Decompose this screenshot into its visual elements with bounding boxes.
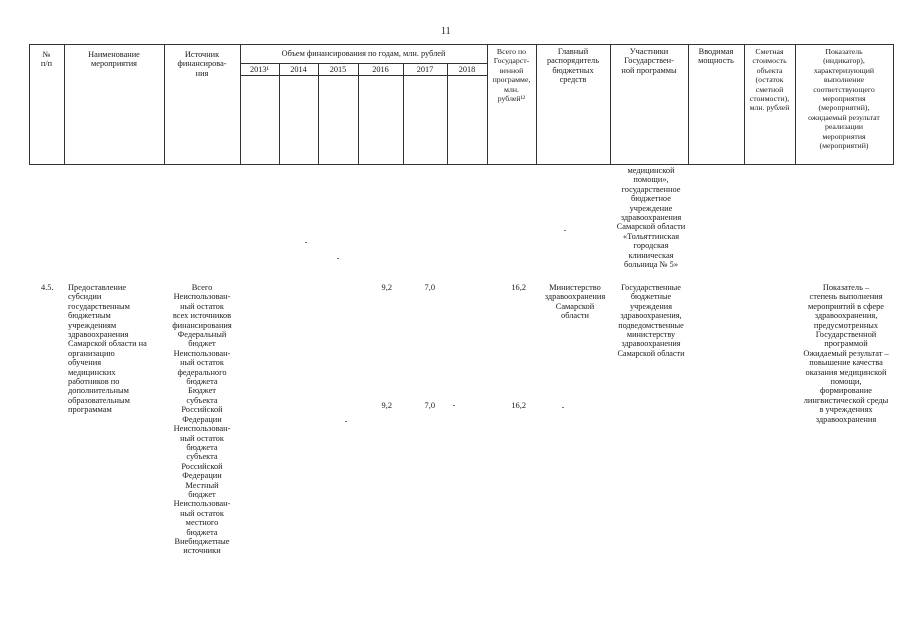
scan-dot — [453, 405, 455, 406]
scan-dot — [564, 230, 566, 231]
row-manager: Министерство здравоохранения Самарской области — [544, 283, 606, 321]
value-total-2017: 7,0 — [424, 283, 435, 292]
scan-dot — [305, 242, 307, 243]
header-year-2015: 2015 — [329, 65, 347, 74]
scan-dot — [562, 407, 564, 408]
row-indicator: Показатель – степень выполнения мероприятий в сфере здравоохранения, предусмотренных Государственной программой Ожидаемый результат – повышение качества оказания медицинской помощи, формирование лингвистической среды в учреждениях здравоохранения — [803, 283, 889, 424]
header-year-2018: 2018 — [458, 65, 476, 74]
carryover-participants: медицинской помощи», государственное бюджетное учреждение здравоохранения Самарской области «Тольяттинская городская клиническая больница № 5» — [616, 166, 686, 270]
row-sources: Всего Неиспользован- ный остаток всех источников финансирования Федеральный бюджет Неиспользован- ный остаток федерального бюджета Бюджет субъекта Российской Федерации Неиспользован- ный остаток бюджета субъекта Российской Федерации Местный бюджет Неиспользован- ный остаток местного бюджета Внебюджетные источники — [172, 283, 232, 556]
scan-dot — [337, 258, 339, 259]
value-regional-sum: 16,2 — [511, 401, 526, 410]
header-number: № п/п — [40, 50, 53, 69]
row-name: Предоставление субсидии государственным бюджетным учреждениям здравоохранения Самарской области на организацию обучения медицинских работников по дополнительным образовательным программам — [68, 283, 147, 415]
header-name: Наименование мероприятия — [88, 50, 140, 69]
header-total: Всего по Государст- венной программе, млн. рублей¹² — [492, 47, 531, 104]
value-regional-2017: 7,0 — [424, 401, 435, 410]
header-estimate: Сметная стоимость объекта (остаток сметной стоимости), млн. рублей — [749, 47, 790, 113]
header-year-2016: 2016 — [372, 65, 389, 74]
value-regional-2016: 9,2 — [381, 401, 392, 410]
row-number: 4.5. — [41, 283, 54, 292]
header-year-2013: 2013¹ — [249, 65, 270, 74]
scan-dot — [345, 421, 347, 422]
header-funding: Объем финансирования по годам, млн. рублей — [281, 49, 446, 58]
row-participants: Государственные бюджетные учреждения здравоохранения, подведомственные министерству здравоохранения Самарской области — [617, 283, 685, 358]
value-total-2016: 9,2 — [381, 283, 392, 292]
page-number: 11 — [441, 26, 451, 37]
header-main-manager: Главный распорядитель бюджетных средств — [547, 47, 599, 85]
header-year-2014: 2014 — [290, 65, 307, 74]
header-source: Источник финансирова- ния — [177, 50, 227, 78]
header-capacity: Вводимая мощность — [698, 47, 734, 66]
header-indicator: Показатель (индикатор), характеризующий выполнение соответствующего мероприятия (мероприятий), ожидаемый результат реализации мероприятия (мероприятий) — [808, 47, 880, 151]
header-year-2017: 2017 — [416, 65, 434, 74]
header-participants: Участники Государствен- ной программы — [621, 47, 677, 75]
value-total-sum: 16,2 — [511, 283, 526, 292]
